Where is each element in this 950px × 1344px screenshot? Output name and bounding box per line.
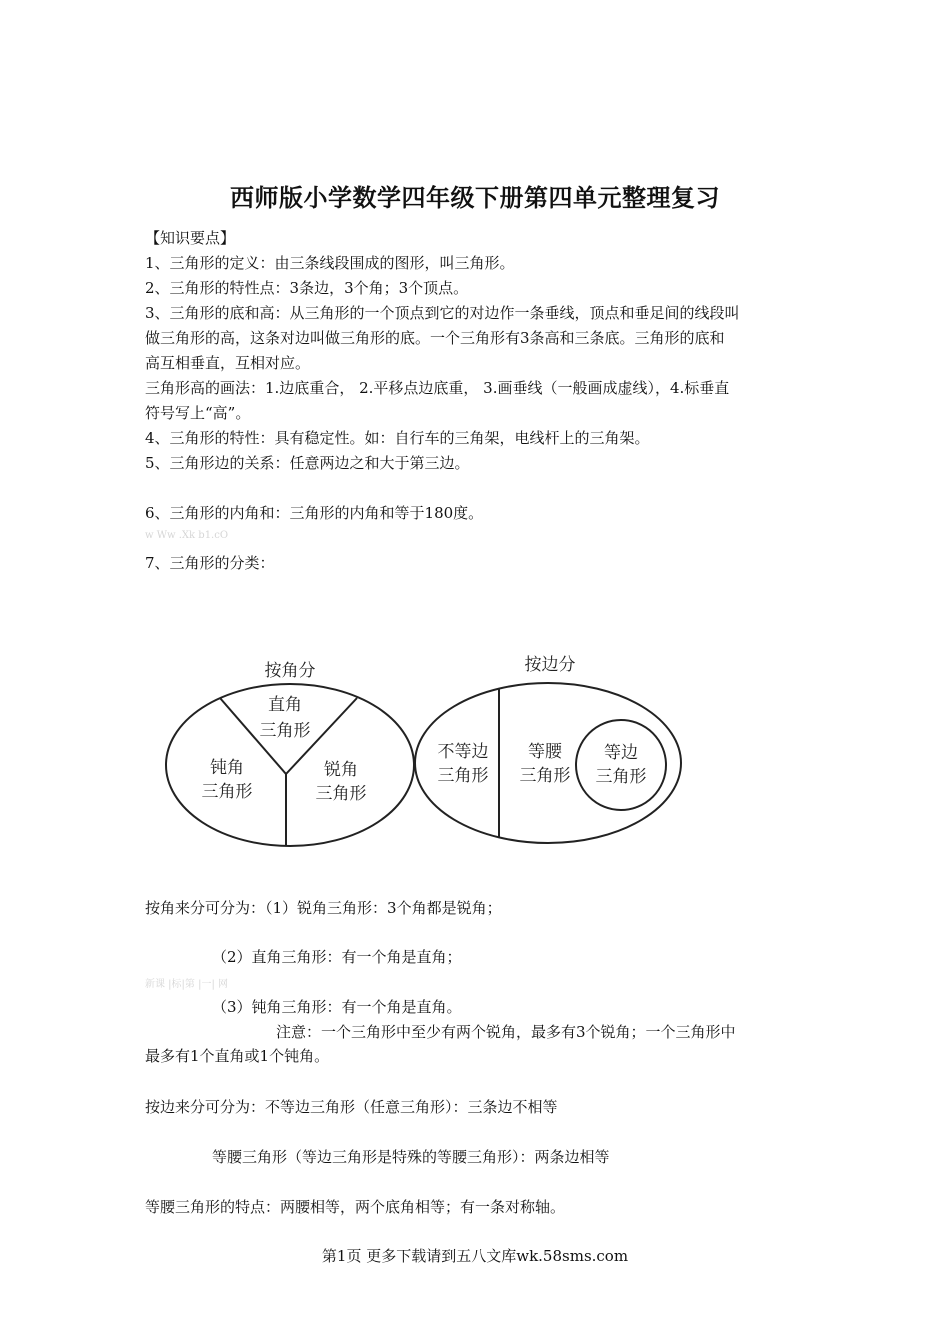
isosceles-triangle-label: 三角形 [519,766,571,786]
equilateral-triangle-label: 三角形 [595,767,647,787]
right-triangle-label: 三角形 [259,721,311,741]
angle-title: 按角分 [264,661,316,681]
note-line: 最多有1个直角或1个钝角。 [145,1047,330,1065]
note-line: 注意：一个三角形中至少有两个锐角，最多有3个锐角；一个三角形中 [276,1023,736,1041]
classification-diagram [145,640,690,850]
text-line: 7、三角形的分类： [145,554,275,572]
isosceles-triangle-label: 等腰 [528,742,562,762]
text-line: 2、三角形的特性点：3条边，3个角；3个顶点。 [145,279,469,297]
text-line: 1、三角形的定义：由三条线段围成的图形，叫三角形。 [145,254,515,272]
equilateral-circle [576,720,666,810]
text-line: 高互相垂直，互相对应。 [145,354,311,372]
side-title: 按边分 [524,655,576,675]
equilateral-triangle-label: 等边 [604,743,638,763]
acute-triangle-label: 三角形 [315,784,367,804]
classify-line: 按角来分可分为：（1）锐角三角形：3个角都是锐角； [145,899,502,917]
section-heading: 【知识要点】 [145,229,236,247]
side-ellipse [415,683,681,843]
right-triangle-label: 直角 [268,695,302,715]
acute-triangle-label: 锐角 [324,760,358,780]
classify-line: 等腰三角形的特点：两腰相等，两个底角相等；有一条对称轴。 [145,1198,566,1216]
watermark-text: 新课 |标|第 |一| 网 [145,979,229,990]
scalene-triangle-label: 三角形 [437,766,489,786]
classify-line: 按边来分可分为：不等边三角形（任意三角形）：三条边不相等 [145,1098,558,1116]
text-line: 三角形高的画法：1.边底重合， 2.平移点边底重， 3.画垂线（一般画成虚线），4.标垂直 [145,379,730,397]
text-line: 6、三角形的内角和：三角形的内角和等于180度。 [145,504,484,522]
classify-line: 等腰三角形（等边三角形是特殊的等腰三角形）：两条边相等 [212,1148,610,1166]
text-line: 做三角形的高，这条对边叫做三角形的底。一个三角形有3条高和三条底。三角形的底和 [145,329,725,347]
watermark-text: w Ww .Xk b1.cO [145,530,229,541]
obtuse-triangle-label: 三角形 [201,782,253,802]
text-line: 4、三角形的特性：具有稳定性。如：自行车的三角架，电线杆上的三角架。 [145,429,650,447]
text-line: 符号写上“高”。 [145,404,251,422]
scalene-triangle-label: 不等边 [437,742,489,762]
page-footer: 第1页 更多下载请到五八文库wk.58sms.com [321,1247,629,1265]
classify-line: （3）钝角三角形：有一个角是直角。 [212,998,462,1016]
classify-line: （2）直角三角形：有一个角是直角； [212,948,462,966]
page-title: 西师版小学数学四年级下册第四单元整理复习 [230,184,720,212]
obtuse-triangle-label: 钝角 [210,758,244,778]
text-line: 5、三角形边的关系：任意两边之和大于第三边。 [145,454,470,472]
text-line: 3、三角形的底和高：从三角形的一个顶点到它的对边作一条垂线，顶点和垂足间的线段叫 [145,304,740,322]
